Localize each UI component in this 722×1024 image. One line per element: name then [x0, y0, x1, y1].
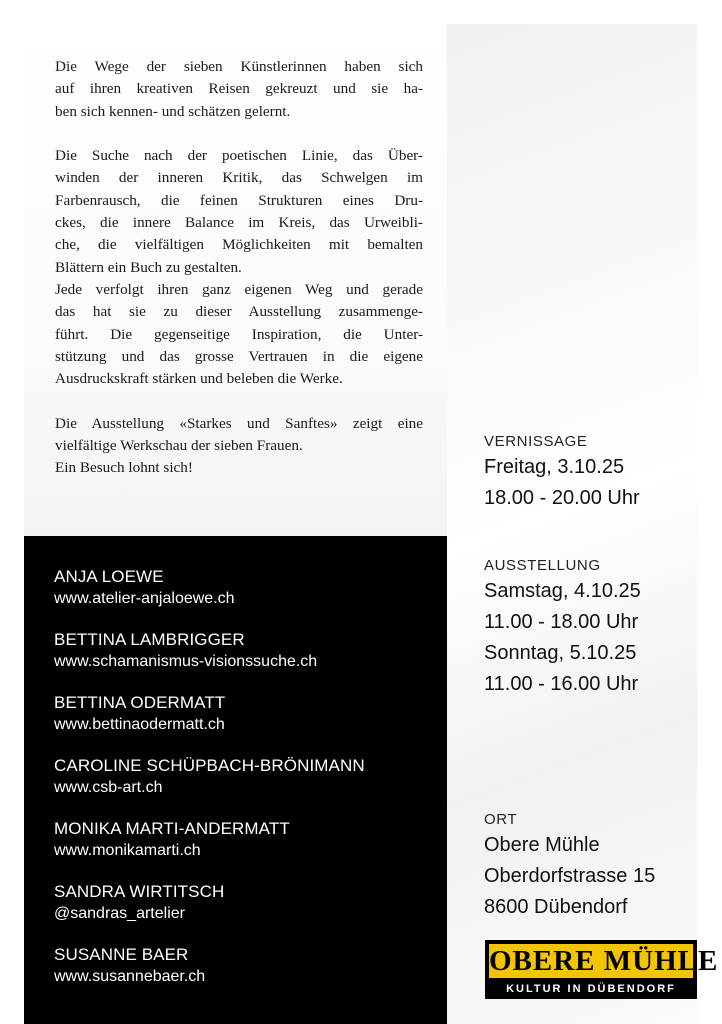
- intro-line: winden der inneren Kritik, das Schwelgen im: [55, 169, 423, 187]
- intro-line: Die Ausstellung «Starkes und Sanftes» zeigt eine: [55, 414, 423, 432]
- artist-name: BETTINA ODERMATT: [54, 693, 226, 712]
- artist-name: ANJA LOEWE: [54, 567, 164, 586]
- artist-item: [54, 755, 444, 818]
- exhibition-time-1: 11.00 - 18.00 Uhr: [484, 611, 639, 633]
- exhibition-label: AUSSTELLUNG: [484, 557, 601, 574]
- artist-item: [54, 944, 444, 1007]
- artist-item: [54, 629, 444, 692]
- vernissage-date: Freitag, 3.10.25: [484, 456, 625, 478]
- logo-wordmark: OBERE MÜHLE: [489, 945, 719, 977]
- artist-item: [54, 818, 444, 881]
- artist-website[interactable]: www.monikamarti.ch: [54, 842, 201, 859]
- intro-line: auf ihren kreativen Reisen gekreuzt und sie ha-: [55, 80, 423, 98]
- intro-paragraph-4: [55, 413, 423, 480]
- artist-website[interactable]: www.csb-art.ch: [54, 779, 163, 796]
- exhibition-block: [484, 556, 704, 700]
- intro-line: vielfältige Werkschau der sieben Frauen.: [55, 437, 303, 455]
- intro-line: Die Suche nach der poetischen Linie, das Über-: [55, 147, 423, 165]
- artist-name: CAROLINE SCHÜPBACH-BRÖNIMANN: [54, 756, 365, 775]
- vernissage-time: 18.00 - 20.00 Uhr: [484, 487, 640, 509]
- artist-website[interactable]: www.atelier-anjaloewe.ch: [54, 590, 235, 607]
- artist-instagram-handle[interactable]: @sandras_artelier: [54, 905, 185, 922]
- intro-line: ckes, die innere Balance im Kreis, das Urweibli-: [55, 214, 423, 232]
- artist-name: SUSANNE BAER: [54, 945, 189, 964]
- intro-paragraph-1: [55, 56, 423, 123]
- exhibition-day-1: Samstag, 4.10.25: [484, 580, 641, 602]
- intro-line: Die Wege der sieben Künstlerinnen haben sich: [55, 58, 423, 75]
- intro-text: [55, 56, 423, 480]
- artist-website[interactable]: www.schamanismus-visionssuche.ch: [54, 653, 318, 670]
- intro-line: stützung und das grosse Vertrauen in die eigene: [55, 347, 423, 365]
- artist-website[interactable]: www.susannebaer.ch: [54, 968, 206, 985]
- vernissage-label: VERNISSAGE: [484, 433, 588, 450]
- intro-paragraph-2: [55, 145, 423, 279]
- obere-muehle-logo: [485, 940, 719, 999]
- location-label: ORT: [484, 811, 518, 828]
- exhibition-day-2: Sonntag, 5.10.25: [484, 642, 637, 664]
- intro-paragraph-3: [55, 279, 423, 390]
- artist-item: [54, 692, 444, 755]
- intro-line: Jede verfolgt ihren ganz eigenen Weg und gerade: [55, 280, 423, 298]
- intro-line: Ein Besuch lohnt sich!: [55, 459, 193, 477]
- artist-name: BETTINA LAMBRIGGER: [54, 630, 245, 649]
- artist-item: [54, 881, 444, 944]
- vernissage-block: [484, 432, 704, 514]
- intro-line: Blättern ein Buch zu gestalten.: [55, 258, 242, 276]
- intro-line: ben sich kennen- und schätzen gelernt.: [55, 102, 291, 120]
- artist-name: MONIKA MARTI-ANDERMATT: [54, 819, 290, 838]
- intro-line: führt. Die gegenseitige Inspiration, die Unter-: [55, 325, 423, 343]
- location-block: [484, 810, 704, 923]
- intro-line: Ausdruckskraft stärken und beleben die Werke.: [55, 370, 343, 388]
- intro-line: Farbenrausch, die feinen Strukturen eines Dru-: [55, 191, 423, 209]
- artist-item: [54, 566, 444, 629]
- logo-tagline: KULTUR IN DÜBENDORF: [506, 983, 676, 995]
- exhibition-time-2: 11.00 - 16.00 Uhr: [484, 673, 639, 695]
- artist-name: SANDRA WIRTITSCH: [54, 882, 225, 901]
- artist-website[interactable]: www.bettinaodermatt.ch: [54, 716, 225, 733]
- intro-line: che, die vielfältigen Möglichkeiten mit bemalten: [55, 236, 423, 254]
- location-venue: Obere Mühle: [484, 834, 600, 856]
- location-street: Oberdorfstrasse 15: [484, 865, 656, 887]
- intro-line: das hat sie zu dieser Ausstellung zusammenge-: [55, 303, 423, 321]
- location-city: 8600 Dübendorf: [484, 896, 628, 918]
- artist-list: [54, 566, 444, 1007]
